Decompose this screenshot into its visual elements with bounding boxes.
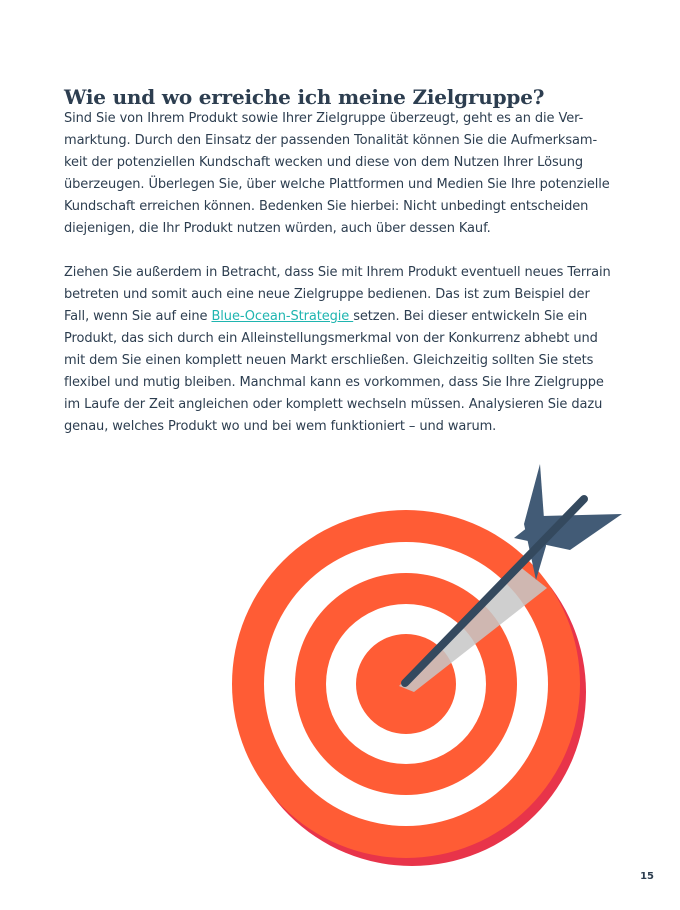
section-heading: Wie und wo erreiche ich meine Zielgruppe? xyxy=(64,85,545,109)
paragraph-line: betreten und somit auch eine neue Zielgruppe bedienen. Das ist zum Beispiel der xyxy=(64,287,590,302)
paragraph-line: Sind Sie von Ihrem Produkt sowie Ihrer Zielgruppe überzeugt, geht es an die Ver- xyxy=(64,111,584,126)
paragraph-line: keit der potenziellen Kundschaft wecken und diese von dem Nutzen Ihrer Lösung xyxy=(64,155,584,170)
link-prefix-text: Fall, wenn Sie auf eine xyxy=(64,309,212,324)
paragraph-line: Ziehen Sie außerdem in Betracht, dass Sie mit Ihrem Produkt eventuell neues Terrain xyxy=(64,265,611,280)
paragraph-line: im Laufe der Zeit angleichen oder komplett wechseln müssen. Analysieren Sie dazu xyxy=(64,397,603,412)
paragraph-line: überzeugen. Überlegen Sie, über welche Plattformen und Medien Sie Ihre potenzielle xyxy=(64,177,610,192)
paragraph-line: Produkt, das sich durch ein Alleinstellungsmerkmal von der Konkurrenz abhebt und xyxy=(64,331,598,346)
page-number: 15 xyxy=(640,871,654,882)
paragraph-line: flexibel und mutig bleiben. Manchmal kann es vorkommen, dass Sie Ihre Zielgruppe xyxy=(64,375,604,390)
paragraph-line: diejenigen, die Ihr Produkt nutzen würden, auch über dessen Kauf. xyxy=(64,221,491,236)
paragraph-line: mit dem Sie einen komplett neuen Markt erschließen. Gleichzeitig sollten Sie stets xyxy=(64,353,594,368)
link-suffix-text: setzen. Bei dieser entwickeln Sie ein xyxy=(353,309,588,324)
paragraph-line: marktung. Durch den Einsatz der passenden Tonalität können Sie die Aufmerksam- xyxy=(64,133,598,148)
paragraph-line-with-link xyxy=(64,306,624,328)
paragraph-line: Kundschaft erreichen können. Bedenken Sie hierbei: Nicht unbedingt entscheiden xyxy=(64,199,589,214)
dartboard-target-icon xyxy=(224,456,634,896)
paragraph-new-target-group xyxy=(64,262,624,438)
paragraph-marketing-reach xyxy=(64,108,624,240)
paragraph-line: genau, welches Produkt wo und bei wem funktioniert – und warum. xyxy=(64,419,497,434)
blue-ocean-strategy-link[interactable]: Blue-Ocean-Strategie xyxy=(211,309,354,324)
